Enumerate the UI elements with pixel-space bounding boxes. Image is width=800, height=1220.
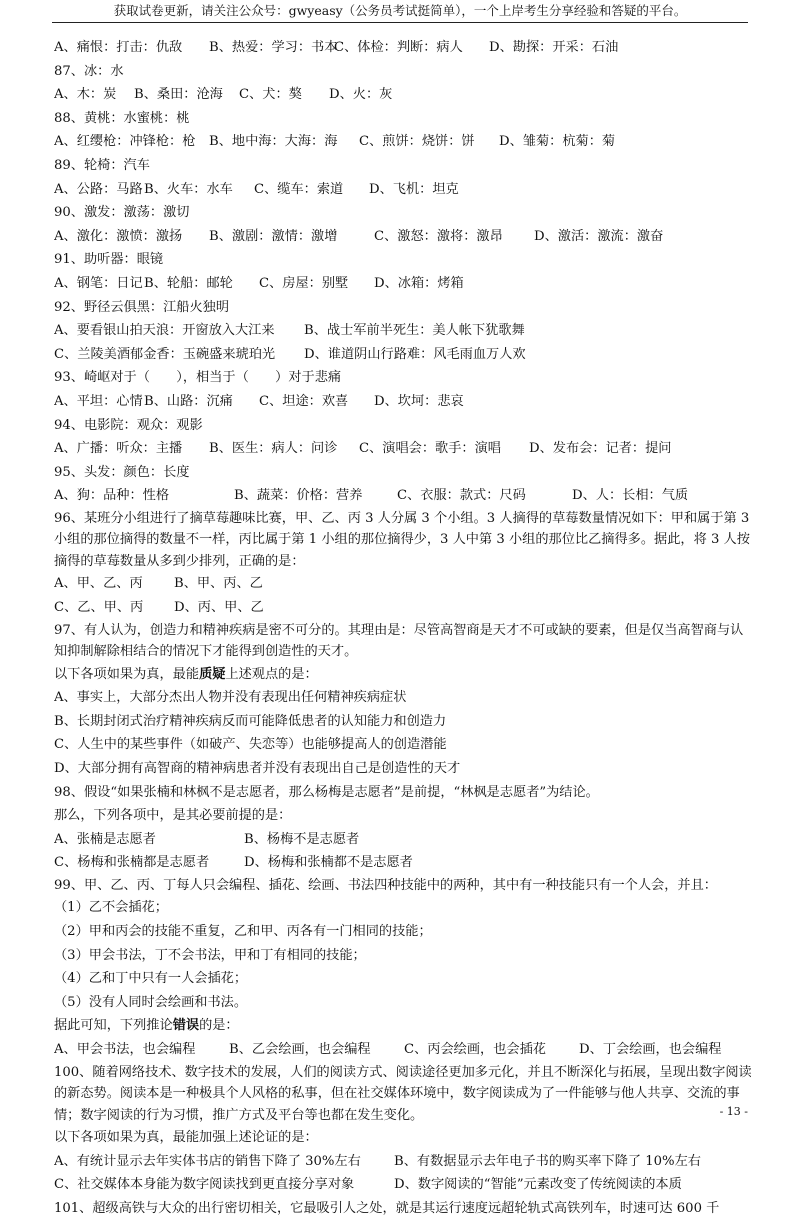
q100-option-b[interactable]: B、有数据显示去年电子书的购买率下降了 10%左右 <box>394 1153 701 1169</box>
q98-option-c[interactable]: C、杨梅和张楠都是志愿者 <box>54 855 210 871</box>
q99-option-b[interactable]: B、乙会绘画，也会编程 <box>229 1041 371 1057</box>
q97-ask-emphasis: 质疑 <box>199 666 226 682</box>
option-b[interactable]: B、激剧：激情：激增 <box>209 228 338 244</box>
options-row <box>54 36 754 60</box>
options-row <box>54 272 754 296</box>
option-b[interactable]: B、战士军前半死生：美人帐下犹歌舞 <box>304 323 525 339</box>
option-a[interactable]: C、兰陵美酒郁金香：玉碗盛来琥珀光 <box>54 346 276 362</box>
options-row <box>54 390 754 414</box>
option-b[interactable]: B、地中海：大海：海 <box>209 134 338 150</box>
option-d[interactable]: D、激活：激流：激奋 <box>534 228 664 244</box>
q98-ask: 那么，下列各项中，是其必要前提的是： <box>54 808 292 824</box>
option-c[interactable]: C、犬：獒 <box>239 87 302 103</box>
q98-options-row1 <box>54 828 754 852</box>
q96-stem: 96、某班分小组进行了摘草莓趣味比赛，甲、乙、丙 3 人分属 3 个小组。3 人摘得的草莓数量情况如下：甲和属于第 3 小组的那位摘得的数量不一样，丙比属于第 1 小组的那位摘得少，3 人中第 3 小组的那位比乙摘得多。据此，将 3 人按摘得的草莓数量从多到少排列，正确的是： <box>54 510 750 569</box>
option-a[interactable]: A、平坦：心情 <box>54 393 143 409</box>
question-stem: 91、助听器：眼镜 <box>54 252 164 268</box>
option-d[interactable]: D、坎坷：悲哀 <box>374 393 464 409</box>
page-header: 获取试卷更新，请关注公众号：gwyeasy（公务员考试挺简单），一个上岸考生分享经验和答疑的平台。 <box>52 0 748 23</box>
option-c[interactable]: C、缆车：索道 <box>254 181 344 197</box>
q99-condition-5: （5）没有人同时会绘画和书法。 <box>54 994 248 1010</box>
question-stem: 87、冰：水 <box>54 63 124 79</box>
q99-ask <box>54 1014 754 1038</box>
q99-ask-pre: 据此可知，下列推论 <box>54 1018 173 1034</box>
q101-stem: 101、超级高铁与大众的出行密切相关，它最吸引人之处，就是其运行速度远超轮轨式高铁列车，时速可达 600 千 <box>54 1200 720 1216</box>
q100-options-row1 <box>54 1150 754 1174</box>
option-d[interactable]: D、雏菊：杭菊：菊 <box>499 134 616 150</box>
q99-options <box>54 1038 754 1062</box>
q97-ask-post: 上述观点的是： <box>225 666 318 682</box>
page-number: - 13 - <box>719 1105 748 1118</box>
question-stem: 89、轮椅：汽车 <box>54 157 150 173</box>
q97-ask <box>54 663 754 687</box>
option-d[interactable]: D、火：灰 <box>329 87 393 103</box>
q100-option-d[interactable]: D、数字阅读的“智能”元素改变了传统阅读的本质 <box>394 1177 682 1193</box>
q96-options-row2 <box>54 596 754 620</box>
option-a[interactable]: A、红缨枪：冲锋枪：枪 <box>54 134 196 150</box>
analogy-questions <box>54 36 754 508</box>
question-stem: 95、头发：颜色：长度 <box>54 464 190 480</box>
option-b[interactable]: B、火车：水车 <box>144 181 233 197</box>
q99-option-d[interactable]: D、丁会绘画，也会编程 <box>579 1041 722 1057</box>
question-stem: 92、野径云俱黑：江船火独明 <box>54 299 230 315</box>
option-c[interactable]: C、坦途：欢喜 <box>259 393 349 409</box>
question-stem: 90、激发：激荡：激切 <box>54 205 190 221</box>
option-a[interactable]: A、公路：马路 <box>54 181 143 197</box>
q97-option-d[interactable]: D、大部分拥有高智商的精神病患者并没有表现出自己是创造性的天才 <box>54 760 461 776</box>
option-b[interactable]: B、医生：病人：问诊 <box>209 441 338 457</box>
option-d[interactable]: D、飞机：坦克 <box>369 181 459 197</box>
q99-condition-3: （3）甲会书法，丁不会书法，甲和丁有相同的技能； <box>54 947 366 963</box>
option-a[interactable]: A、要看银山拍天浪：开窗放入大江来 <box>54 323 275 339</box>
q98-option-d[interactable]: D、杨梅和张楠都不是志愿者 <box>244 855 413 871</box>
q99-stem: 99、甲、乙、丙、丁每人只会编程、插花、绘画、书法四种技能中的两种，其中有一种技能只有一个人会，并且： <box>54 877 717 893</box>
q97-option-c[interactable]: C、人生中的某些事件（如破产、失恋等）也能够提高人的创造潜能 <box>54 737 447 753</box>
option-c[interactable]: C、体检：判断：病人 <box>334 40 463 55</box>
q99-option-c[interactable]: C、丙会绘画，也会插花 <box>404 1041 546 1057</box>
option-c[interactable]: C、激怒：激将：激昂 <box>374 228 503 244</box>
option-c[interactable]: C、房屋：别墅 <box>259 275 349 291</box>
option-b[interactable]: B、山路：沉痛 <box>144 393 233 409</box>
exam-page <box>54 36 754 1220</box>
option-a[interactable]: A、狗：品种：性格 <box>54 488 170 504</box>
option-c[interactable]: C、衣服：款式：尺码 <box>397 488 526 504</box>
option-b[interactable]: B、轮船：邮轮 <box>144 275 233 291</box>
q97-stem: 97、有人认为，创造力和精神疾病是密不可分的。其理由是：尽管高智商是天才不可或缺的要素，但是仅当高智商与认知抑制解除相结合的情况下才能得到创造性的天才。 <box>54 622 744 660</box>
option-d[interactable]: D、发布会：记者：提问 <box>529 441 672 457</box>
options-row <box>54 83 754 107</box>
options-row <box>54 130 754 154</box>
q100-ask: 以下各项如果为真，最能加强上述论证的是： <box>54 1130 318 1146</box>
option-b[interactable]: B、蔬菜：价格：营养 <box>234 488 363 504</box>
option-b[interactable]: D、谁道阴山行路难：风毛雨血万人欢 <box>304 346 526 362</box>
option-d[interactable]: D、人：长相：气质 <box>572 488 689 504</box>
q99-option-a[interactable]: A、甲会书法，也会编程 <box>54 1041 196 1057</box>
options-row <box>54 343 754 367</box>
q99-condition-4: （4）乙和丁中只有一人会插花； <box>54 971 248 987</box>
q100-options-row2 <box>54 1173 754 1197</box>
question-stem: 88、黄桃：水蜜桃：桃 <box>54 110 190 126</box>
q98-option-a[interactable]: A、张楠是志愿者 <box>54 831 156 847</box>
q99-condition-1: （1）乙不会插花； <box>54 900 168 916</box>
option-b[interactable]: B、热爱：学习：书本 <box>209 40 338 55</box>
q100-option-c[interactable]: C、社交媒体本身能为数字阅读找到更直接分享对象 <box>54 1177 355 1193</box>
options-row <box>54 484 754 508</box>
option-b[interactable]: B、桑田：沧海 <box>134 87 223 103</box>
q96-option-b[interactable]: B、甲、丙、乙 <box>174 576 263 592</box>
options-row <box>54 437 754 461</box>
q99-ask-emphasis: 错误 <box>172 1018 200 1034</box>
q96-option-a[interactable]: A、甲、乙、丙 <box>54 576 143 592</box>
option-c[interactable]: C、演唱会：歌手：演唱 <box>359 441 501 457</box>
options-row <box>54 225 754 249</box>
option-d[interactable]: D、勘探：开采：石油 <box>489 40 619 55</box>
q99-ask-post: 的是： <box>199 1018 239 1034</box>
q98-options-row2 <box>54 851 754 875</box>
q100-option-a[interactable]: A、有统计显示去年实体书店的销售下降了 30%左右 <box>54 1153 361 1169</box>
q96-option-d[interactable]: D、丙、甲、乙 <box>174 599 264 615</box>
q97-option-b[interactable]: B、长期封闭式治疗精神疾病反而可能降低患者的认知能力和创造力 <box>54 713 447 729</box>
q98-stem: 98、假设“如果张楠和林枫不是志愿者，那么杨梅是志愿者”是前提，“林枫是志愿者”为结论。 <box>54 784 599 800</box>
q96-option-c[interactable]: C、乙、甲、丙 <box>54 599 144 615</box>
option-a[interactable]: A、激化：激愤：激扬 <box>54 228 183 244</box>
options-row <box>54 178 754 202</box>
q99-condition-2: （2）甲和丙会的技能不重复，乙和甲、丙各有一门相同的技能； <box>54 924 432 939</box>
question-stem: 93、崎岖对于（ ），相当于（ ）对于悲痛 <box>54 370 342 386</box>
question-stem: 94、电影院：观众：观影 <box>54 417 203 433</box>
option-a[interactable]: A、木：炭 <box>54 87 117 103</box>
q97-option-a[interactable]: A、事实上，大部分杰出人物并没有表现出任何精神疾病症状 <box>54 690 407 706</box>
option-a[interactable]: A、广播：听众：主播 <box>54 441 183 457</box>
option-a[interactable]: A、钢笔：日记 <box>54 275 143 291</box>
q97-ask-pre: 以下各项如果为真，最能 <box>54 666 200 682</box>
option-a[interactable]: A、痛恨：打击：仇敌 <box>54 40 183 55</box>
q96-options-row1 <box>54 572 754 596</box>
q98-option-b[interactable]: B、杨梅不是志愿者 <box>244 831 360 847</box>
q100-stem: 100、随着网络技术、数字技术的发展，人们的阅读方式、阅读途径更加多元化，并且不断深化与拓展，呈现出数字阅读的新态势。阅读本是一种极具个人风格的私事，但在社交媒体环境中，数字阅读成为了一件能够与他人共享、交流的事情；数字阅读的行为习惯，推广方式及平台等也都在发生变化。 <box>54 1064 752 1123</box>
options-row <box>54 319 754 343</box>
option-c[interactable]: C、煎饼：烧饼：饼 <box>359 134 475 150</box>
option-d[interactable]: D、冰箱：烤箱 <box>374 275 464 291</box>
